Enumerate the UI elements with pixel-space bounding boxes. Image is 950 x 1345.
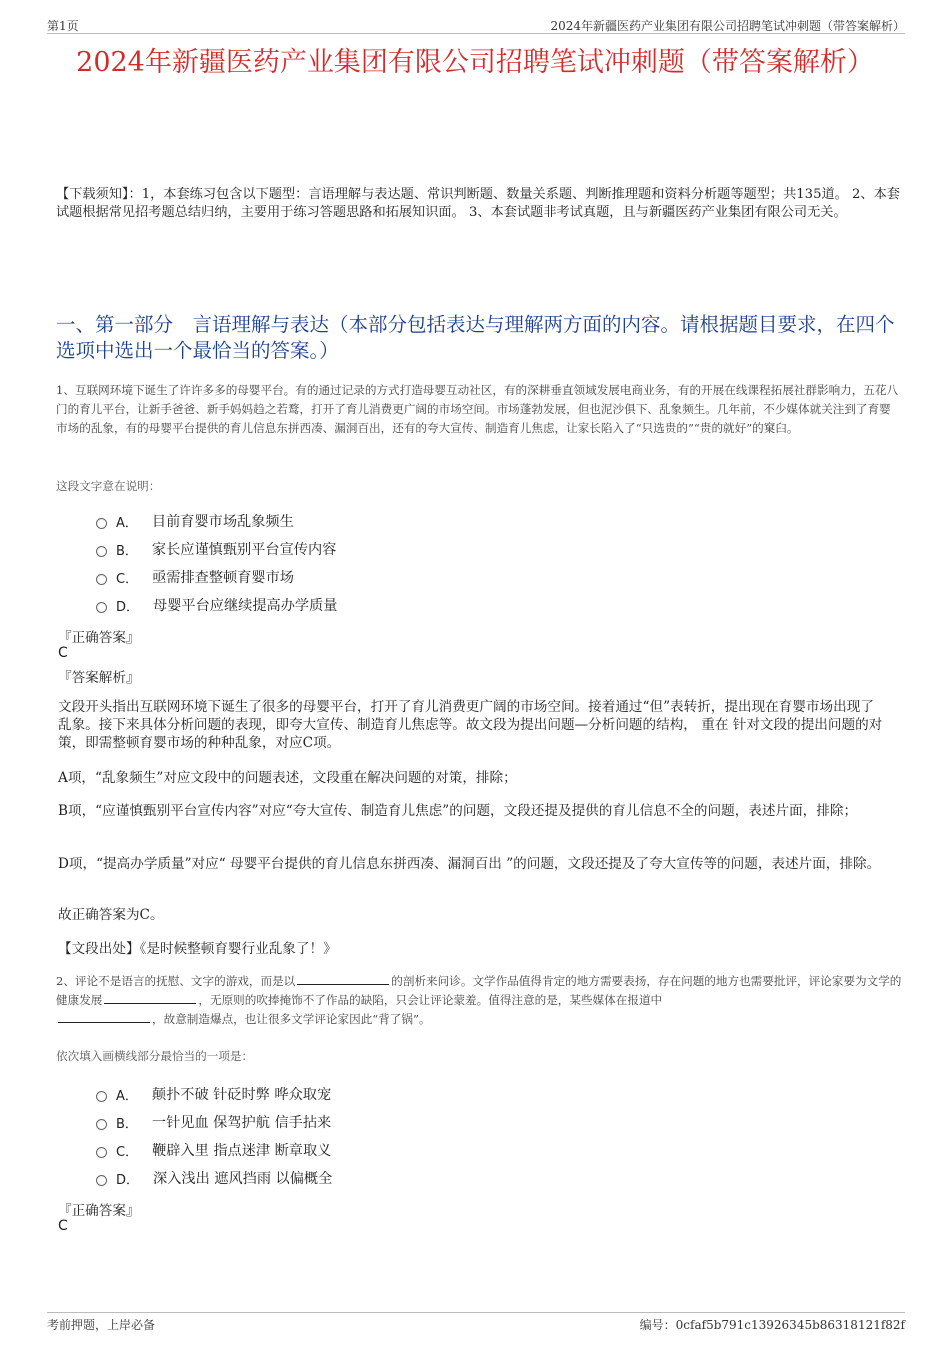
page-number: 第1页 (47, 19, 79, 33)
option-text: 家长应谨慎甄别平台宣传内容 (151, 542, 337, 558)
radio-icon[interactable] (96, 518, 107, 529)
fill-blank (297, 974, 389, 985)
document-title: 2024年新疆医药产业集团有限公司招聘笔试冲刺题（带答案解析） (76, 47, 874, 78)
option-text: 颠扑不破 针砭时弊 哗众取宠 (151, 1087, 332, 1103)
radio-icon[interactable] (96, 546, 107, 557)
option-text: 鞭辟入里 指点迷津 断章取义 (152, 1143, 332, 1159)
option-b[interactable]: B． 一针见血 保驾护航 信手拈来 (96, 1108, 332, 1136)
option-d[interactable]: D． 母婴平台应继续提高办学质量 (96, 591, 337, 619)
analysis-paragraph: 故正确答案为C。 (58, 907, 164, 923)
answer-label: 『正确答案』 (58, 630, 140, 646)
question-1-text: 1、互联网环境下诞生了许许多多的母婴平台。有的通过记录的方式打造母婴互动社区，有的深耕垂直领域发展电商业务，有的开展在线课程拓展社群影响力，五花八门的育儿平台，让新手爸爸、新手妈妈趋之若鹜，打开了育儿消费更广阔的市场空间。市场蓬勃发展，但也泥沙俱下、乱象频生。几年前，不少媒体就关注到了育婴市场的乱象，有的母婴平台提供的育儿信息东拼西凑、漏洞百出，还有的夸大宣传、制造育儿焦虑，让家长陷入了“只选贵的”“贵的就好”的窠臼。 (56, 383, 899, 435)
analysis-paragraph: 文段开头指出互联网环境下诞生了很多的母婴平台，打开了育儿消费更广阔的市场空间。接着通过“但”表转折，提出现在育婴市场出现了乱象。接下来具体分析问题的表现，即夸大宣传、制造育儿焦虑等。故文段为提出问题—分析问题的结构， 重在 针对文段的提出问题的对策，即需整顿育婴市场的种种乱象，对应C项。 (58, 699, 883, 751)
header-doc-title: 2024年新疆医药产业集团有限公司招聘笔试冲刺题（带答案解析） (550, 19, 905, 33)
question-2-prompt: 依次填入画横线部分最恰当的一项是： (56, 1049, 254, 1063)
analysis-paragraph: A项，“乱象频生”对应文段中的问题表述，文段重在解决问题的对策，排除； (58, 770, 517, 786)
question-1-prompt: 这段文字意在说明： (56, 479, 161, 493)
radio-icon[interactable] (96, 602, 107, 613)
option-text: 母婴平台应继续提高办学质量 (153, 598, 338, 614)
analysis-paragraph: B项，“应谨慎甄别平台宣传内容”对应“夸大宣传、制造育儿焦虑”的问题，文段还提及提供的育儿信息不全的问题，表述片面，排除； (58, 803, 858, 819)
radio-icon[interactable] (96, 1175, 107, 1186)
question-2-options (96, 1080, 332, 1192)
analysis-paragraph: D项，“提高办学质量”对应“ 母婴平台提供的育儿信息东拼西凑、漏洞百出 ”的问题，文段还提及了夸大宣传等的问题，表述片面，排除。 (58, 856, 881, 872)
answer-label: 『正确答案』 (58, 1203, 140, 1219)
analysis-label: 『答案解析』 (58, 670, 140, 686)
option-a[interactable]: A． 颠扑不破 针砭时弊 哗众取宠 (96, 1080, 332, 1108)
radio-icon[interactable] (96, 1119, 107, 1130)
page-header (47, 14, 905, 34)
section-heading: 一、第一部分 言语理解与表达（本部分包括表达与理解两方面的内容。请根据题目要求，在四个选项中选出一个最恰当的答案。） (56, 313, 895, 362)
radio-icon[interactable] (96, 574, 107, 585)
option-c[interactable]: C． 亟需排查整顿育婴市场 (96, 563, 337, 591)
option-d[interactable]: D． 深入浅出 遮风挡雨 以偏概全 (96, 1164, 332, 1192)
download-notice: 【下载须知】：1，本套练习包含以下题型：言语理解与表达题、常识判断题、数量关系题、判断推理题和资料分析题等题型；共135道。 2、本套试题根据常见招考题总结归纳，主要用于练习答题思路和拓展知识面。 3、本套试题非考试真题，且与新疆医药产业集团有限公司无关。 (56, 187, 900, 220)
source-citation: 【文段出处】《是时候整顿育婴行业乱象了！》 (58, 941, 337, 957)
fill-blank (104, 993, 196, 1004)
correct-answer: C (58, 1218, 68, 1234)
option-b[interactable]: B． 家长应谨慎甄别平台宣传内容 (96, 535, 337, 563)
footer-slogan: 考前押题，上岸必备 (47, 1318, 156, 1332)
option-text: 亟需排查整顿育婴市场 (152, 570, 294, 586)
option-a[interactable]: A． 目前育婴市场乱象频生 (96, 507, 337, 535)
option-text: 一针见血 保驾护航 信手拈来 (151, 1115, 332, 1131)
option-text: 目前育婴市场乱象频生 (151, 514, 294, 530)
radio-icon[interactable] (96, 1091, 107, 1102)
option-text: 深入浅出 遮风挡雨 以偏概全 (153, 1171, 333, 1187)
footer-doc-id: 编号：0cfaf5b791c13926345b86318121f82f (639, 1318, 905, 1332)
question-2-text: 2、评论不是语言的抚慰、文字的游戏，而是以 的剖析来问诊。文学作品值得肯定的地方需要表扬，存在问题的地方也需要批评，评论家要为文学的健康发展 ，无原则的吹捧掩饰不了作品的缺陷，只会让评论蒙羞。值得注意的是，某些媒体在报道中 ，故意制造爆点，也让很多文学评论家因此“背了锅”。 (56, 974, 902, 1026)
radio-icon[interactable] (96, 1147, 107, 1158)
correct-answer: C (58, 645, 68, 661)
fill-blank (58, 1012, 150, 1023)
question-1-options (96, 507, 337, 619)
page-footer (47, 1312, 905, 1332)
option-c[interactable]: C． 鞭辟入里 指点迷津 断章取义 (96, 1136, 332, 1164)
